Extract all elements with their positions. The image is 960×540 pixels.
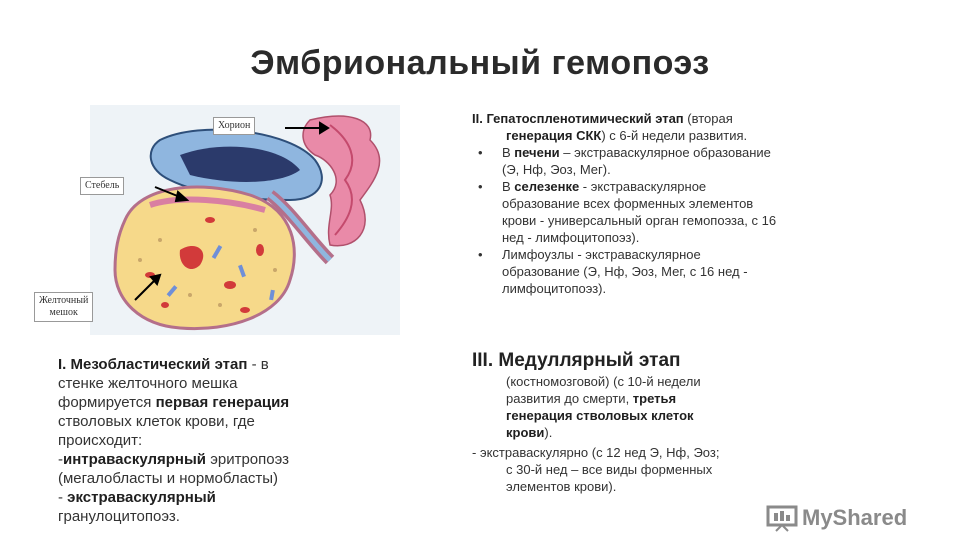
- stage1-line3-bold: первая генерация: [155, 394, 290, 411]
- liver-bold: печени: [514, 145, 560, 160]
- spleen-line4: нед - лимфоцитопоэз).: [502, 230, 640, 245]
- stage3-line3-bold: генерация стволовых клеток: [506, 408, 694, 423]
- stalk-label: Стебель: [80, 177, 124, 195]
- bullet-dot: •: [478, 179, 483, 194]
- stage3-heading: III. Медуллярный этап: [472, 350, 681, 371]
- liver-line2: (Э, Нф, Эоз, Мег).: [502, 162, 611, 177]
- stage3-line4-rest: ).: [544, 425, 553, 440]
- bullet-dot: •: [478, 247, 483, 262]
- presentation-icon: [766, 504, 798, 532]
- stage2-bullet-lymph: [472, 246, 902, 297]
- stage1-heading: I. Мезобластический этап: [58, 356, 248, 373]
- lymph-line3: лимфоцитопоэз).: [502, 281, 607, 296]
- stage1-line6-a: -: [58, 451, 63, 468]
- chorion-label: Хорион: [213, 117, 255, 135]
- lymph-line1: Лимфоузлы - экстраваскулярное: [502, 247, 701, 262]
- stage2-heading-rest: (вторая: [683, 111, 733, 126]
- stage2-line2-bold: генерация СКК: [506, 128, 602, 143]
- spleen-line2: образование всех форменных элементов: [502, 196, 754, 211]
- yolk-sac-label-line2: мешок: [49, 307, 78, 318]
- stage1-line8-bold: экстраваскулярный: [67, 489, 216, 506]
- stage2-bullet-spleen: [472, 178, 902, 246]
- yolk-sac-label-line1: Желточный: [39, 295, 89, 306]
- stage3-line2-bold: третья: [632, 391, 677, 406]
- logo-text: MyShared: [802, 505, 908, 530]
- stage1-line8-a: -: [58, 489, 68, 506]
- spleen-a: В: [502, 179, 515, 194]
- stage2-heading: II. Гепатоспленотимический этап: [472, 111, 684, 126]
- liver-rest: – экстраваскулярное образование: [559, 145, 771, 160]
- stage3-line7: элементов крови).: [506, 479, 617, 494]
- stage1-line9: гранулоцитопоэз.: [58, 508, 180, 525]
- stage2-bullet-liver: [472, 144, 902, 178]
- lymph-line2: образование (Э, Нф, Эоз, Мег, с 16 нед -: [502, 264, 748, 279]
- stage1-line6-rest: эритропоэз: [206, 451, 289, 468]
- bullet-dot: •: [478, 145, 483, 160]
- spleen-bold: селезенке: [514, 179, 580, 194]
- yolk-sac-label: [34, 292, 93, 322]
- stage1-line4: стволовых клеток крови, где: [58, 413, 255, 430]
- embryo-illustration: [30, 100, 410, 340]
- stage3-text: [472, 352, 902, 495]
- stage1-line5: происходит:: [58, 432, 143, 449]
- spleen-line3: крови - универсальный орган гемопоэза, с 16: [502, 213, 777, 228]
- stage3-line5: - экстраваскулярно (с 12 нед Э, Нф, Эоз;: [472, 445, 720, 460]
- stage1-line2: стенке желточного мешка: [58, 375, 238, 392]
- myshared-logo: [766, 503, 907, 533]
- stage3-line4-bold: крови: [506, 425, 545, 440]
- stage3-line2-a: развития до смерти,: [506, 391, 633, 406]
- stage3-line1: (костномозговой) (с 10-й недели: [506, 374, 701, 389]
- stage2-text: [472, 110, 902, 297]
- stage2-line2-rest: ) с 6-й недели развития.: [601, 128, 748, 143]
- stage1-line7: (мегалобласты и нормобласты): [58, 470, 279, 487]
- slide-title: Эмбриональный гемопоэз: [250, 44, 710, 82]
- stage1-line3-a: формируется: [58, 394, 156, 411]
- stage3-line6: с 30-й нед – все виды форменных: [506, 462, 713, 477]
- liver-a: В: [502, 145, 515, 160]
- stage1-text: [58, 355, 418, 526]
- stage1-line6-bold: интраваскулярный: [63, 451, 207, 468]
- stage1-line1-rest: - в: [247, 356, 269, 373]
- spleen-rest: - экстраваскулярное: [579, 179, 707, 194]
